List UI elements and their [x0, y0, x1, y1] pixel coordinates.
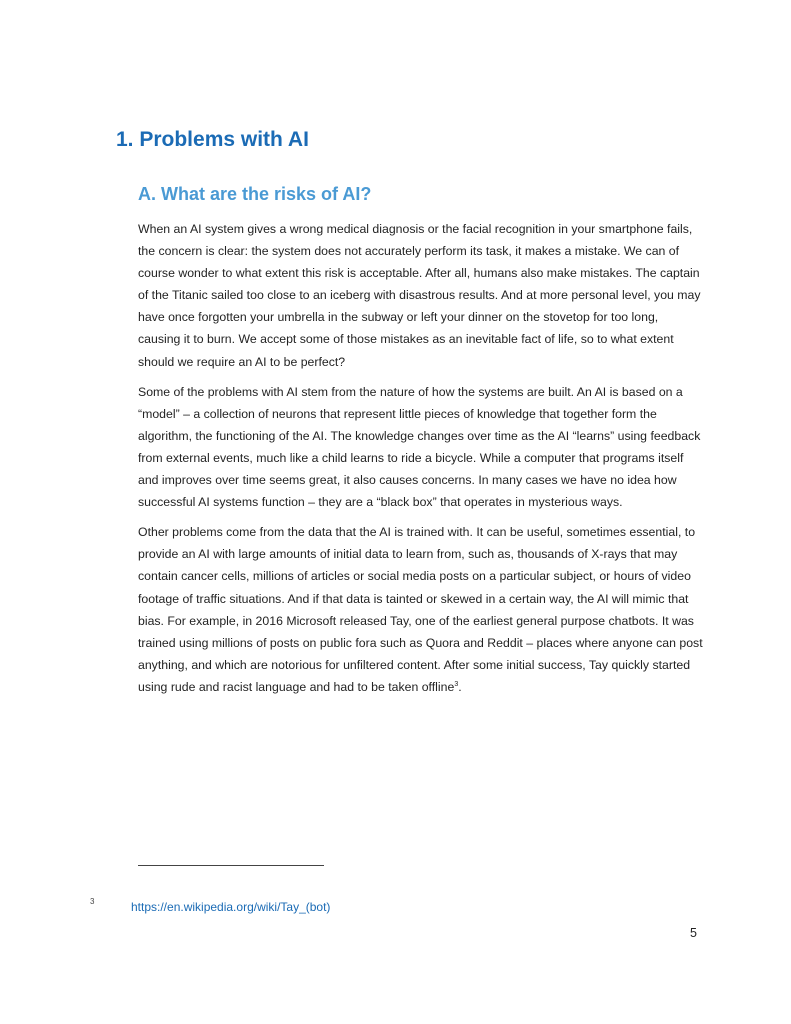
- paragraph-3-end: .: [458, 679, 462, 694]
- paragraph-3-text: Other problems come from the data that the AI is trained with. It can be useful, sometimes essential, to provide an AI with large amounts of initial data to learn from, such as, thousands of X-rays that may contain cancer cells, millions of articles or social media posts on a particular subject, or hours of video footage of traffic situations. And if that data is tainted or skewed in a certain way, the AI will mimic that bias. For example, in 2016 Microsoft released Tay, one of the earliest general purpose chatbots. It was trained using millions of posts on public fora such as Quora and Reddit – places where anyone can post anything, and which are notorious for unfiltered content. After some initial success, Tay quickly started using rude and racist language and had to be taken offline: [138, 525, 703, 694]
- paragraph-2: Some of the problems with AI stem from the nature of how the systems are built. An AI is based on a “model” – a collection of neurons that represent little pieces of knowledge that together form the algorithm, the functioning of the AI. The knowledge changes over time as the AI “learns” using feedback from external events, much like a child learns to ride a bicycle. While a computer that programs itself and improves over time seems great, it also causes concerns. In many cases we have no idea how successful AI systems function – they are a “black box” that operates in mysterious ways.: [138, 384, 701, 510]
- footnote-separator: [138, 865, 324, 866]
- paragraph-1: When an AI system gives a wrong medical diagnosis or the facial recognition in your smartphone fails, the concern is clear: the system does not accurately perform its task, it makes a mistake. We can of course wonder to what extent this risk is acceptable. After all, humans also make mistakes. The captain of the Titanic sailed too close to an iceberg with disastrous results. And at more personal level, you may have once forgotten your umbrella in the subway or left your dinner on the stovetop for too long, causing it to burn. We accept some of those mistakes as an inevitable fact of life, so to what extent should we require an AI to be perfect?: [138, 222, 701, 369]
- footnote-number: 3: [90, 897, 95, 906]
- page-number: 5: [690, 926, 697, 940]
- body-text: [138, 218, 703, 706]
- paragraph-3: [138, 521, 703, 698]
- section-heading: 1. Problems with AI: [116, 128, 309, 151]
- subsection-heading: A. What are the risks of AI?: [138, 184, 372, 204]
- footnote-reference[interactable]: 3: [454, 680, 459, 688]
- footnote-link[interactable]: https://en.wikipedia.org/wiki/Tay_(bot): [131, 900, 331, 914]
